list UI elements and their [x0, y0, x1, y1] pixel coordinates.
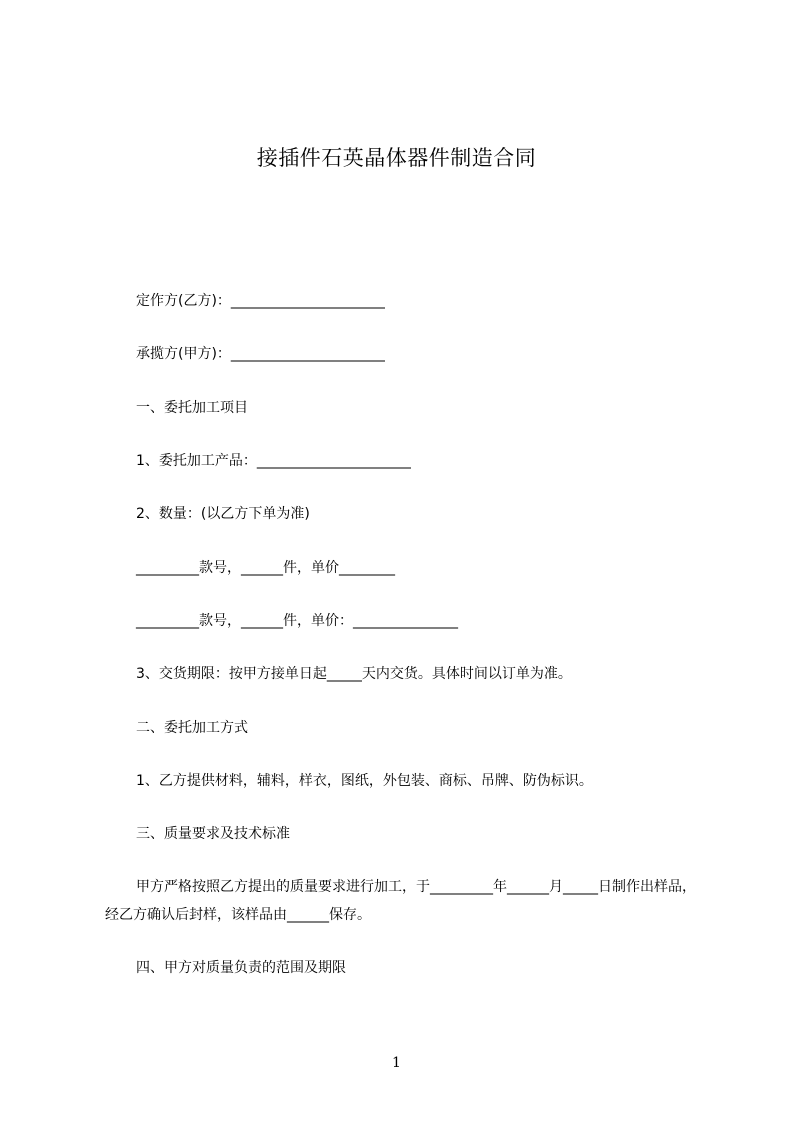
item-2-quantity-line: 2、数量：(以乙方下单为准): [136, 506, 310, 522]
section-2-item-1: 1、乙方提供材料，辅料，样衣，图纸，外包装、商标、吊牌、防伪标识。: [136, 773, 593, 789]
party-a-line: 承揽方(甲方)：______________________: [136, 346, 385, 362]
section-4-heading: 四、甲方对质量负责的范围及期限: [136, 960, 346, 976]
section-2-heading: 二、委托加工方式: [136, 720, 248, 736]
section-1-heading: 一、委托加工项目: [136, 400, 248, 416]
item-1-product-line: 1、委托加工产品：______________________: [136, 453, 411, 469]
document-title: 接插件石英晶体器件制造合同: [256, 146, 537, 170]
quantity-row-1: _________款号，______件，单价________: [136, 560, 395, 576]
party-b-line: 定作方(乙方)：______________________: [136, 293, 385, 309]
item-3-delivery-line: 3、交货期限：按甲方接单日起_____天内交货。具体时间以订单为准。: [136, 666, 572, 682]
section-3-heading: 三、质量要求及技术标准: [136, 826, 290, 842]
page-number: 1: [392, 1055, 401, 1071]
section-3-paragraph: 甲方严格按照乙方提出的质量要求进行加工，于_________年______月_____日制作出样品，经乙方确认后封样，该样品由______保存。: [105, 879, 696, 923]
quantity-row-2: _________款号，______件，单价：_______________: [136, 613, 458, 629]
